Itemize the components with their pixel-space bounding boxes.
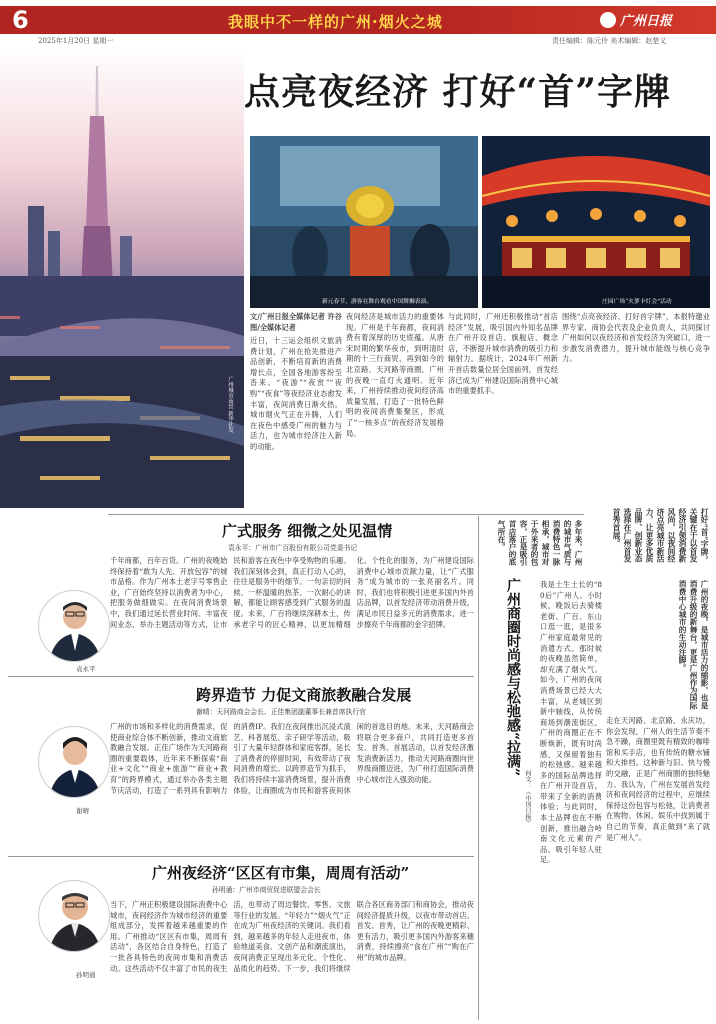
section-trend-body-1: 我是土生土长的“80后”广州人。小时候，晚饭后去骑楼老街、广百、东山口逛一逛，是很多广州家庭最常见的消遣方式。那时候的夜晚虽然简单，却充满了烟火气。如今，广州的夜间消费场景已经大大丰富，从老城区到新中轴线，从传统商场到潮流街区，广州的商圈正在不断焕新，既有时尚感，又保留着独有的松弛感。越来越多的国际品牌选择在广州开设首店，带来了全新的消费体验；与此同时，本土品牌也在不断创新，推出融合岭南文化元素的产品，吸引年轻人驻足。 bbox=[540, 580, 602, 865]
lantern-caption: 庄园广场“火萝卡灯会”活动 bbox=[602, 299, 672, 305]
intro-paragraph-2: 夜间经济是城市活力的重要体现。广州是千年商都，夜间消费有着深厚的历史底蕴。从唐宋时期的繁华夜市，到明清时期的十三行商贸，再到如今的北京路、天河路等商圈，广州的夜晚一直灯火通明。近年来，广州持续推动夜间经济高质量发展，打造了一批特色鲜明的夜间消费集聚区，形成了“一核多点”的夜经济发展格局。 bbox=[346, 312, 444, 438]
performance-scene bbox=[250, 136, 478, 308]
divider-h-2 bbox=[8, 676, 474, 677]
section-district-body: 当下，广州正积极建设国际消费中心城市，夜间经济作为城市经济的重要组成部分，发挥着越来越重要的作用。广州推动“区区有市集，周周有活动”，各区结合自身特色，打造了一批各具特色的夜间市集和消费活动。这些活动不仅丰富了市民的夜生活，也带动了周边餐饮、零售、文旅等行业的发展。“年轻力”“烟火气”正在成为广州夜经济的关键词。我们看到，越来越多的年轻人走进夜市，体验地道美食、文创产品和潮流演出，夜间消费正呈现出多元化、个性化、品质化的趋势。下一步，我们将继续联合各区商务部门和商协会，推动夜间经济提质升级，以夜市带动首店、首发、首秀，让广州的夜晚更精彩、更有活力，吸引更多国内外游客来穗消费，持续擦亮“食在广州”“购在广州”的城市品牌。 bbox=[110, 900, 474, 973]
section-cross-byline: 谢晴：天河路商会会长、正佳集团副董事长兼首席执行官 bbox=[196, 708, 366, 716]
portrait-1-name: 袁永平 bbox=[76, 665, 96, 673]
intro-paragraph-1: 近日，十三运会组织文旅消费计划，广州在抢先推进产品创新，不断培育新的消费增长点，全国各地游客纷至沓来。“夜游”“夜赏”“夜购”“夜食”等夜经济业态愈发丰富，夜间消费日渐火热。城市烟火气正在升腾，人们在夜色中感受广州的魅力与活力，也为城市经济注入新的动能。 bbox=[250, 336, 342, 451]
portrait-3-name: 孙明通 bbox=[76, 971, 96, 979]
pullquote-1: 打好“首”字牌，关键在于以首发经济引领消费新风尚，以夜间经济点亮城市新活力，让更多优质品牌、创新业态选择在广州首发首秀首展。 bbox=[612, 508, 709, 564]
portrait-1 bbox=[38, 590, 110, 662]
section-cross-title: 跨界造节 力促文商旅教融合发展 bbox=[196, 686, 412, 704]
intro-credit: 文/广州日报全媒体记者 许谷 图/全媒体记者 bbox=[250, 312, 342, 332]
section-cross-body: 广州的市场和多样化的消费需求，促使商业综合体不断创新，推动文商旅教融合发展。正佳广场作为天河路商圈的重要载体，近年来不断探索“商业+文化”“商业+旅游”“商业+教育”的跨界模式，通过举办各类主题节庆活动，打造了一系列具有影响力的消费IP。我们在夜间推出沉浸式演艺、科普展览、亲子研学等活动，吸引了大量年轻群体和家庭客群，延长了消费者的停留时间，有效带动了夜间消费的增长。以跨界造节为抓手，我们将持续丰富消费场景，提升消费体验，让商圈成为市民和游客夜间休闲的首选目的地。未来，天河路商会将联合更多商户，共同打造更多首发、首秀、首展活动，以首发经济激发消费新活力，推动天河路商圈向世界级商圈迈进，为广州打造国际消费中心城市注入强劲动能。 bbox=[110, 722, 474, 795]
section-service-byline: 袁永平：广州市广百股份有限公司党委书记 bbox=[228, 544, 358, 552]
paper-logo-icon bbox=[600, 12, 616, 28]
portrait-1-figure bbox=[39, 591, 110, 662]
tower-photo-caption: 广州城市夜景 新华社发 bbox=[227, 376, 233, 433]
tower-night-scene bbox=[0, 46, 244, 508]
page-header bbox=[0, 0, 716, 46]
portrait-3-figure bbox=[39, 881, 110, 952]
lantern-scene bbox=[482, 136, 710, 308]
paper-logo-text: 广州日报 bbox=[620, 14, 673, 29]
issue-date: 2025年1月20日 星期一 bbox=[38, 37, 114, 45]
portrait-2 bbox=[38, 726, 110, 798]
section-service-body: 千年商都，百年百货。广州的夜晚始终保持着“敢为人先、开放包容”的城市品格。作为广州本土老字号零售企业，广百始终坚持以消费者为中心，把服务做细做实。在夜间消费场景中，我们通过延长营业时间、丰富夜间业态、举办主题活动等方式，让市民和游客在夜色中享受购物的乐趣。我们深刻体会到，真正打动人心的，往往是服务中的细节。一句亲切的问候、一杯温暖的热茶、一次耐心的讲解，都能让顾客感受到广式服务的温度。未来，广百将继续深耕本土，传承老字号的匠心精神，以更加精细化、个性化的服务，为广州建设国际消费中心城市贡献力量，让“广式服务”成为城市的一张亮丽名片。同时，我们也将积极引进更多国内外首店品牌，以首发经济带动消费升级，满足市民日益多元的消费需求，进一步擦亮千年商都的金字招牌。 bbox=[110, 556, 474, 629]
section-trend-body-2: 走在天河路、北京路、永庆坊，你会发现，广州人的生活节奏不急不躁，商圈里既有精致的咖啡馆和买手店，也有传统的糖水铺和大排档。这种新与旧、快与慢的交融，正是广州商圈的独特魅力。我认为，广州在发展首发经济和夜间经济的过程中，应继续保持这份包容与松弛，让消费者在购物、休闲、娱乐中找到属于自己的节奏，真正做到“来了就是广州人”。 bbox=[606, 716, 710, 842]
portrait-2-figure bbox=[39, 727, 110, 798]
section-district-byline: 孙明通：广州市商贸促进联盟会会长 bbox=[212, 886, 321, 894]
lantern-photo bbox=[482, 136, 710, 308]
page-number: 6 bbox=[12, 6, 29, 34]
performance-caption: 新元春节，游客在舞台观看中国舞狮表演。 bbox=[322, 299, 433, 305]
pullquote-2: 多年来，广州的城市气质与消费特色一脉相承，城市对于外来者的包容，正是吸引首店落户的底气所在。 bbox=[497, 520, 583, 566]
main-headline: 点亮夜经济 打好“首”字牌 bbox=[244, 71, 671, 113]
header-tagline: 我眼中不一样的广州·烟火之城 bbox=[228, 13, 443, 31]
paper-logo bbox=[600, 10, 700, 30]
pullquote-3: 广州的夜晚，是城市活力的缩影，也是消费升级的新舞台，更是广州作为国际消费中心城市的生动注脚。 bbox=[678, 580, 709, 710]
tower-photo bbox=[0, 46, 244, 508]
divider-h-1 bbox=[108, 514, 584, 515]
portrait-2-name: 谢晴 bbox=[76, 807, 89, 815]
section-trend-byline: 何文：《中国日报》 bbox=[524, 770, 531, 826]
performance-photo bbox=[250, 136, 478, 308]
section-service-title: 广式服务 细微之处见温情 bbox=[222, 522, 393, 540]
intro-paragraph-4: 围绕“点亮夜经济、打好首字牌”，本报特邀业界专家、商协会代表及企业负责人，共同探讨广州如何以夜经济和首发经济为突破口，进一步激发消费潜力，提升城市能级与核心竞争力。 bbox=[562, 312, 710, 364]
editor-credits: 责任编辑：陈元伶 美术编辑：赵楚义 bbox=[552, 37, 667, 45]
section-trend-title: 广州商圈时尚感与松弛感“拉满” bbox=[505, 578, 521, 777]
intro-paragraph-3: 与此同时，广州还积极推动“首店经济”发展，吸引国内外知名品牌在广州开设首店、旗舰店、概念店，不断提升城市消费的吸引力和辐射力。据统计，2024年广州新开首店数量位居全国前列，首发经济已成为广州建设国际消费中心城市的重要抓手。 bbox=[448, 312, 558, 396]
divider-h-3 bbox=[8, 856, 474, 857]
divider-v-1 bbox=[478, 516, 479, 1020]
section-district-title: 广州夜经济“区区有市集，周周有活动” bbox=[152, 864, 410, 882]
portrait-3 bbox=[38, 880, 110, 952]
